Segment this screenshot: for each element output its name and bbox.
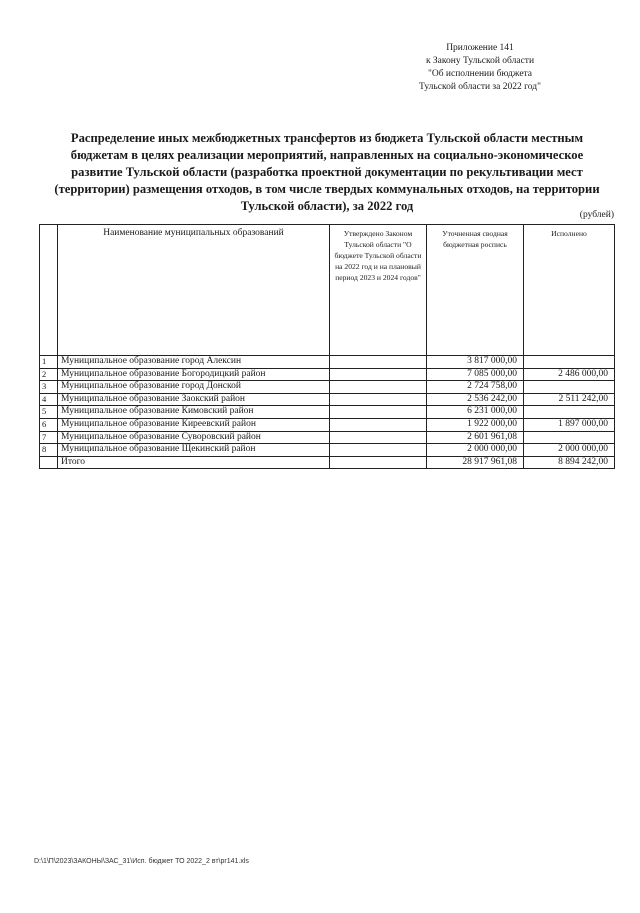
row-executed (524, 406, 615, 419)
row-approved (330, 393, 427, 406)
table-row (40, 431, 615, 444)
row-num: 8 (40, 444, 58, 457)
transfers-table (39, 224, 615, 469)
row-name: Муниципальное образование Суворовский район (58, 431, 330, 444)
row-name: Муниципальное образование город Алексин (58, 356, 330, 369)
total-num (40, 456, 58, 469)
total-approved (330, 456, 427, 469)
row-num: 5 (40, 406, 58, 419)
table-row (40, 444, 615, 457)
row-executed: 1 897 000,00 (524, 418, 615, 431)
row-num: 1 (40, 356, 58, 369)
row-num: 3 (40, 381, 58, 394)
row-name: Муниципальное образование Кимовский район (58, 406, 330, 419)
row-executed: 2 511 242,00 (524, 393, 615, 406)
row-refined: 2 536 242,00 (427, 393, 524, 406)
row-name: Муниципальное образование город Донской (58, 381, 330, 394)
header-name: Наименование муниципальных образований (58, 225, 330, 356)
table-row (40, 406, 615, 419)
table-row (40, 393, 615, 406)
row-refined: 2 724 758,00 (427, 381, 524, 394)
row-refined: 7 085 000,00 (427, 368, 524, 381)
file-path-footer: D:\1\П\2023\ЗАКОНЫ\ЗАС_31\Исп. бюджет ТО 2022_2 вт\pr141.xls (34, 858, 249, 865)
appendix-block (380, 42, 580, 94)
row-approved (330, 418, 427, 431)
row-executed (524, 381, 615, 394)
table-row (40, 368, 615, 381)
document-title: Распределение иных межбюджетных трансфертов из бюджета Тульской области местным бюджетам в целях реализации мероприятий, направленных на социально-экономическое развитие Тульской области (разработка проектной документации по рекультивации мест (территории) размещения отходов, в том числе твердых коммунальных отходов, на территории Тульской области), за 2022 год (54, 131, 600, 213)
row-executed: 2 000 000,00 (524, 444, 615, 457)
appendix-line-2: к Закону Тульской области (425, 56, 535, 66)
row-num: 6 (40, 418, 58, 431)
row-refined: 1 922 000,00 (427, 418, 524, 431)
row-approved (330, 406, 427, 419)
header-num (40, 225, 58, 356)
header-refined: Уточненная сводная бюджетная роспись (427, 225, 524, 356)
row-name: Муниципальное образование Заокский район (58, 393, 330, 406)
row-name: Муниципальное образование Киреевский район (58, 418, 330, 431)
row-refined: 2 601 961,08 (427, 431, 524, 444)
table-header-row (40, 225, 615, 356)
row-num: 4 (40, 393, 58, 406)
table-row (40, 418, 615, 431)
unit-label: (рублей) (579, 210, 614, 220)
row-executed (524, 356, 615, 369)
row-name: Муниципальное образование Щекинский район (58, 444, 330, 457)
appendix-line-3: "Об исполнении бюджета (427, 69, 533, 79)
header-executed: Исполнено (524, 225, 615, 356)
row-approved (330, 381, 427, 394)
total-label: Итого (58, 456, 330, 469)
appendix-line-1: Приложение 141 (446, 43, 514, 53)
row-approved (330, 431, 427, 444)
row-approved (330, 444, 427, 457)
row-name: Муниципальное образование Богородицкий район (58, 368, 330, 381)
row-refined: 6 231 000,00 (427, 406, 524, 419)
row-approved (330, 368, 427, 381)
total-executed: 8 894 242,00 (524, 456, 615, 469)
appendix-line-4: Тульской области за 2022 год" (419, 82, 541, 92)
row-num: 2 (40, 368, 58, 381)
table-row (40, 356, 615, 369)
header-approved: Утверждено Законом Тульской области "О бюджете Тульской области на 2022 год и на плановый период 2023 и 2024 годов" (330, 225, 427, 356)
table-row (40, 381, 615, 394)
total-refined: 28 917 961,08 (427, 456, 524, 469)
row-refined: 2 000 000,00 (427, 444, 524, 457)
row-executed (524, 431, 615, 444)
row-num: 7 (40, 431, 58, 444)
row-refined: 3 817 000,00 (427, 356, 524, 369)
total-row (40, 456, 615, 469)
row-approved (330, 356, 427, 369)
row-executed: 2 486 000,00 (524, 368, 615, 381)
